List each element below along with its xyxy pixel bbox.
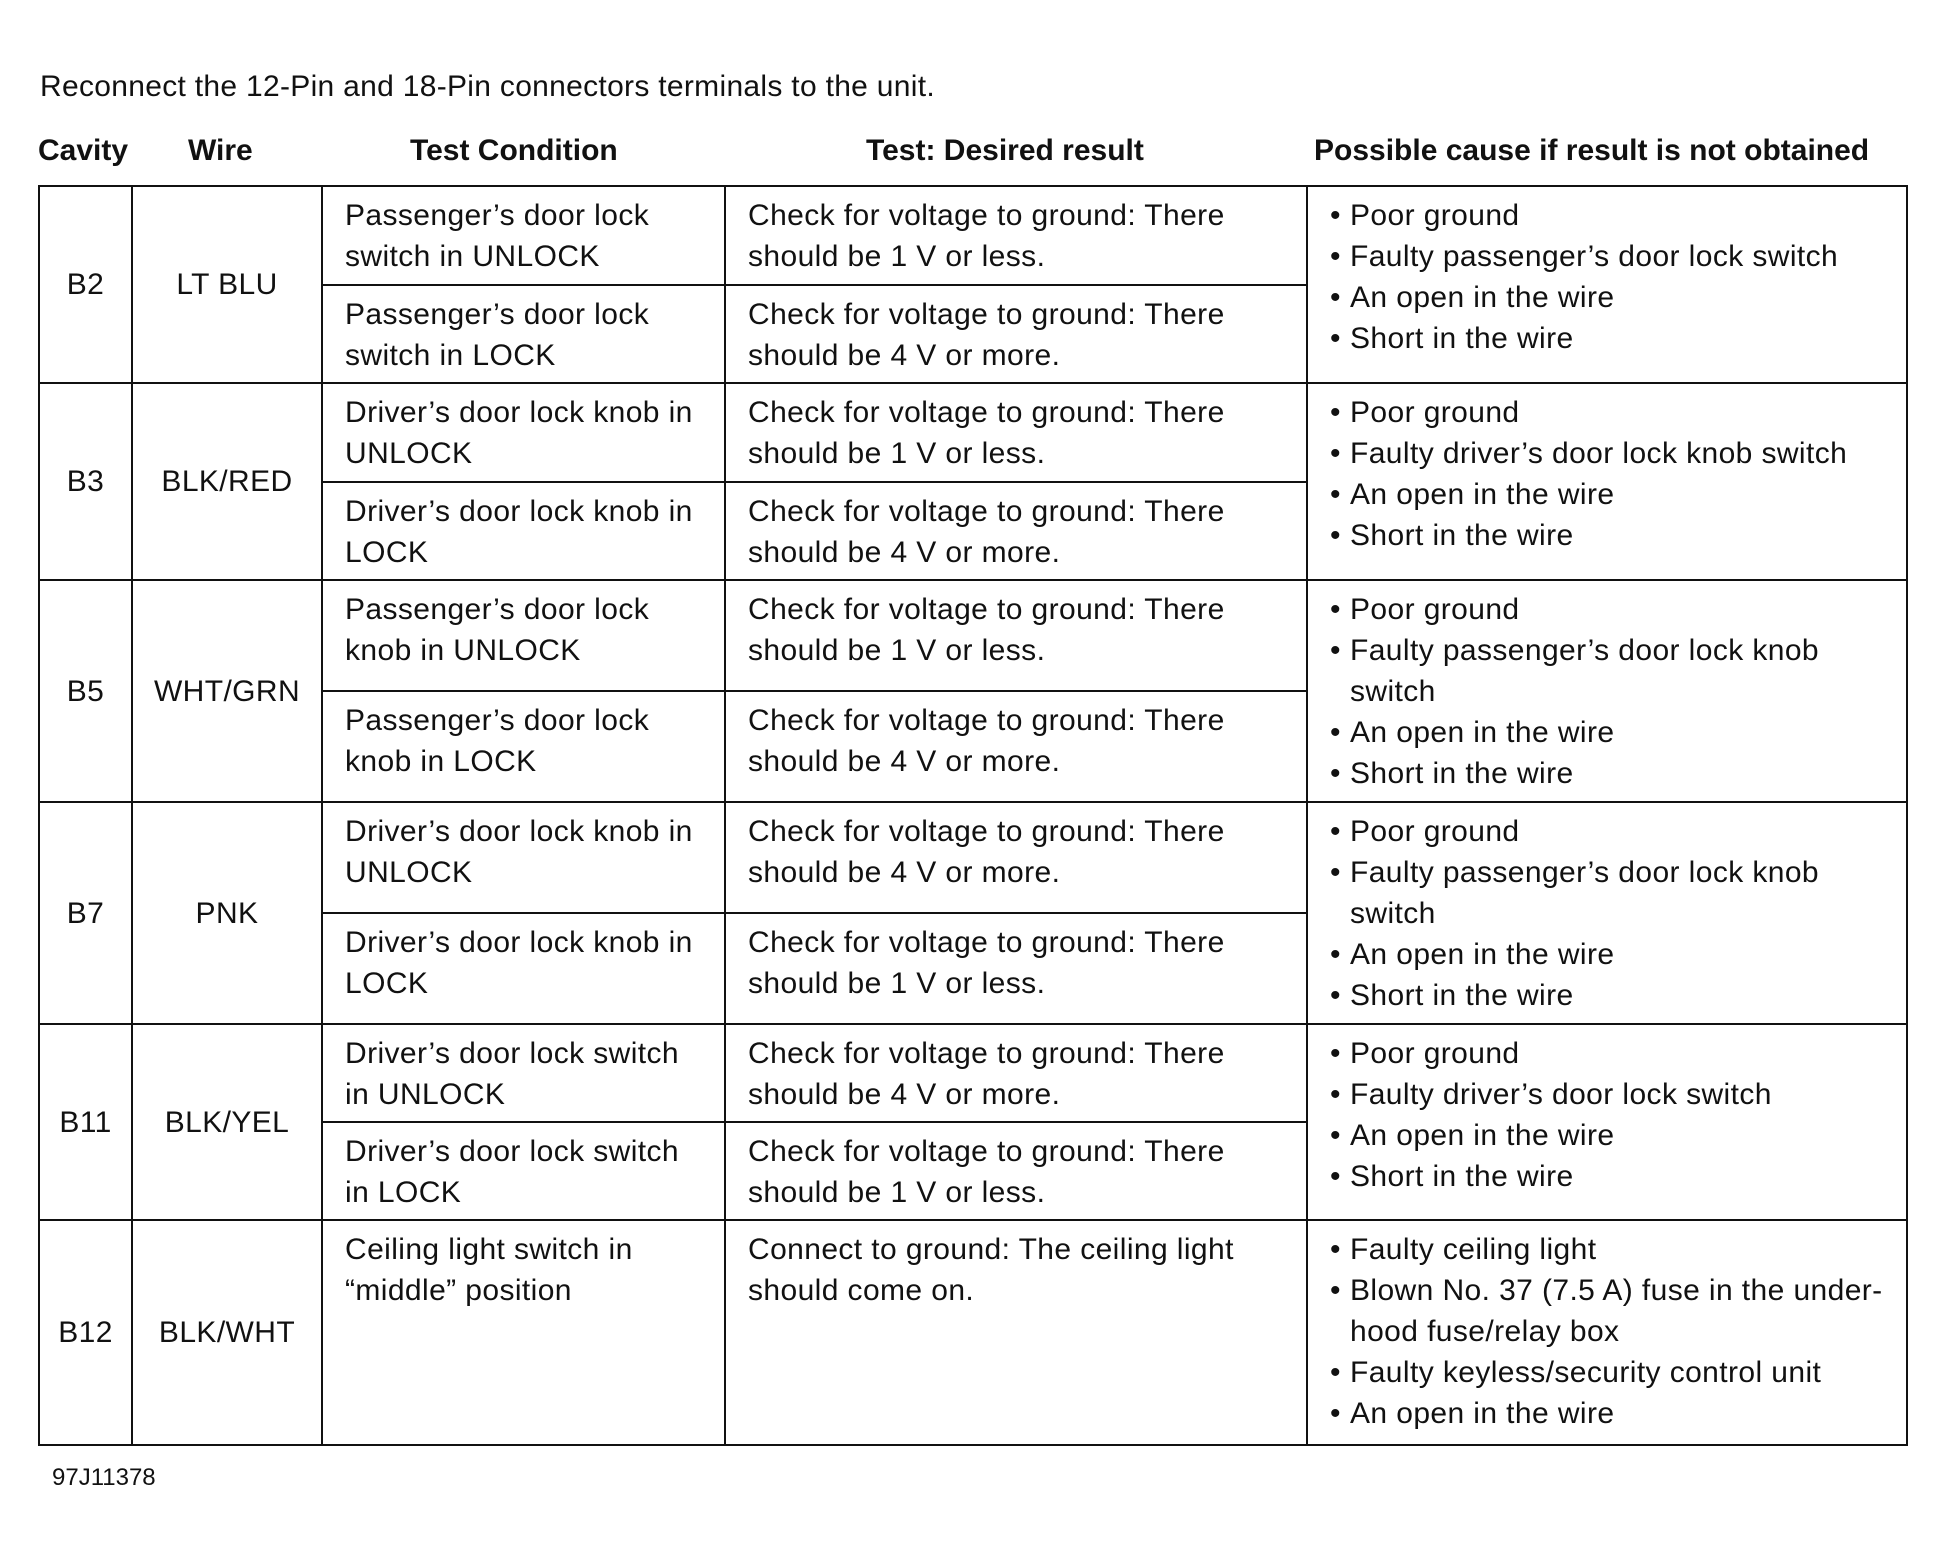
test-condition-cell: Driver’s door lock knob in LOCK xyxy=(322,913,725,1024)
cause-item: • Faulty passenger’s door lock knob switch xyxy=(1328,852,1896,934)
wire-label: PNK xyxy=(195,896,259,930)
test-table-body xyxy=(39,186,1907,1445)
cause-item: • An open in the wire xyxy=(1328,934,1896,975)
cavity-label: B5 xyxy=(66,674,105,708)
cause-list xyxy=(1328,392,1896,556)
possible-cause-cell xyxy=(1307,802,1907,1024)
desired-result-cell: Check for voltage to ground: There should be 1 V or less. xyxy=(725,383,1307,482)
table-row xyxy=(39,1024,1907,1122)
cavity-cell xyxy=(39,802,132,1024)
desired-result-cell: Check for voltage to ground: There should be 1 V or less. xyxy=(725,580,1307,691)
wire-label: LT BLU xyxy=(176,268,278,301)
wire-cell xyxy=(132,1024,322,1220)
cavity-label: B12 xyxy=(58,1316,113,1349)
desired-result-cell: Connect to ground: The ceiling light should come on. xyxy=(725,1220,1307,1445)
desired-result-cell: Check for voltage to ground: There should be 4 V or more. xyxy=(725,482,1307,580)
wire-label: BLK/RED xyxy=(161,465,293,498)
test-condition-cell: Passenger’s door lock knob in LOCK xyxy=(322,691,725,802)
header-wire: Wire xyxy=(188,134,253,167)
header-possible-cause: Possible cause if result is not obtained xyxy=(1314,134,1870,167)
cause-item: • An open in the wire xyxy=(1328,1393,1896,1434)
cause-item: • Faulty driver’s door lock knob switch xyxy=(1328,433,1896,474)
cause-list xyxy=(1328,195,1896,359)
table-row xyxy=(39,383,1907,482)
wire-cell xyxy=(132,186,322,383)
cavity-cell xyxy=(39,383,132,580)
cavity-label: B3 xyxy=(66,465,105,498)
cause-item: • Poor ground xyxy=(1328,392,1896,433)
wire-label: WHT/GRN xyxy=(153,674,301,708)
cause-item: • Short in the wire xyxy=(1328,753,1896,794)
cavity-cell xyxy=(39,580,132,802)
test-condition-cell: Ceiling light switch in “middle” position xyxy=(322,1220,725,1445)
intro-text: Reconnect the 12-Pin and 18-Pin connectors terminals to the unit. xyxy=(40,70,936,103)
cavity-cell xyxy=(39,1220,132,1445)
test-table xyxy=(38,185,1908,1446)
test-condition-cell: Driver’s door lock knob in LOCK xyxy=(322,482,725,580)
test-condition-cell: Passenger’s door lock knob in UNLOCK xyxy=(322,580,725,691)
cavity-label: B2 xyxy=(66,268,105,301)
cause-item: • Poor ground xyxy=(1328,811,1896,852)
wire-cell xyxy=(132,580,322,802)
possible-cause-cell xyxy=(1307,186,1907,383)
test-condition-cell: Driver’s door lock knob in UNLOCK xyxy=(322,383,725,482)
cause-list xyxy=(1328,589,1896,794)
cause-item: • Faulty passenger’s door lock knob switch xyxy=(1328,630,1896,712)
cause-item: • An open in the wire xyxy=(1328,277,1896,318)
desired-result-cell: Check for voltage to ground: There should be 1 V or less. xyxy=(725,913,1307,1024)
cause-item: • Faulty keyless/security control unit xyxy=(1328,1352,1896,1393)
desired-result-cell: Check for voltage to ground: There should be 1 V or less. xyxy=(725,186,1307,285)
cause-item: • Faulty driver’s door lock switch xyxy=(1328,1074,1896,1115)
possible-cause-cell xyxy=(1307,580,1907,802)
cause-item: • Blown No. 37 (7.5 A) fuse in the under-hood fuse/relay box xyxy=(1328,1270,1896,1352)
possible-cause-cell xyxy=(1307,383,1907,580)
header-test-condition: Test Condition xyxy=(410,134,618,167)
cause-item: • Faulty ceiling light xyxy=(1328,1229,1896,1270)
cause-list xyxy=(1328,1033,1896,1197)
header-desired-result: Test: Desired result xyxy=(866,134,1144,167)
cause-item: • Poor ground xyxy=(1328,195,1896,236)
cause-item: • Short in the wire xyxy=(1328,318,1896,359)
possible-cause-cell xyxy=(1307,1220,1907,1445)
test-condition-cell: Driver’s door lock switch in UNLOCK xyxy=(322,1024,725,1122)
table-row xyxy=(39,186,1907,285)
cavity-label: B7 xyxy=(66,896,105,930)
cause-item: • Short in the wire xyxy=(1328,1156,1896,1197)
desired-result-cell: Check for voltage to ground: There should be 4 V or more. xyxy=(725,285,1307,383)
figure-id: 97J11378 xyxy=(52,1464,156,1491)
wire-label: BLK/YEL xyxy=(164,1105,290,1139)
cavity-cell xyxy=(39,186,132,383)
table-row xyxy=(39,1220,1907,1445)
test-condition-cell: Driver’s door lock switch in LOCK xyxy=(322,1122,725,1220)
table-row xyxy=(39,802,1907,913)
cause-item: • Poor ground xyxy=(1328,589,1896,630)
wire-cell xyxy=(132,802,322,1024)
cause-item: • Short in the wire xyxy=(1328,515,1896,556)
table-row xyxy=(39,580,1907,691)
test-condition-cell: Driver’s door lock knob in UNLOCK xyxy=(322,802,725,913)
cause-item: • Short in the wire xyxy=(1328,975,1896,1016)
desired-result-cell: Check for voltage to ground: There should be 4 V or more. xyxy=(725,1024,1307,1122)
possible-cause-cell xyxy=(1307,1024,1907,1220)
cavity-label: B11 xyxy=(59,1105,112,1139)
cause-item: • An open in the wire xyxy=(1328,712,1896,753)
test-condition-cell: Passenger’s door lock switch in LOCK xyxy=(322,285,725,383)
cause-item: • Poor ground xyxy=(1328,1033,1896,1074)
wire-label: BLK/WHT xyxy=(158,1316,296,1349)
header-cavity: Cavity xyxy=(38,134,129,167)
cavity-cell xyxy=(39,1024,132,1220)
test-condition-cell: Passenger’s door lock switch in UNLOCK xyxy=(322,186,725,285)
cause-list xyxy=(1328,1229,1896,1434)
desired-result-cell: Check for voltage to ground: There should be 4 V or more. xyxy=(725,802,1307,913)
desired-result-cell: Check for voltage to ground: There should be 1 V or less. xyxy=(725,1122,1307,1220)
wire-cell xyxy=(132,1220,322,1445)
wire-cell xyxy=(132,383,322,580)
cause-list xyxy=(1328,811,1896,1016)
cause-item: • An open in the wire xyxy=(1328,1115,1896,1156)
cause-item: • Faulty passenger’s door lock switch xyxy=(1328,236,1896,277)
cause-item: • An open in the wire xyxy=(1328,474,1896,515)
desired-result-cell: Check for voltage to ground: There should be 4 V or more. xyxy=(725,691,1307,802)
